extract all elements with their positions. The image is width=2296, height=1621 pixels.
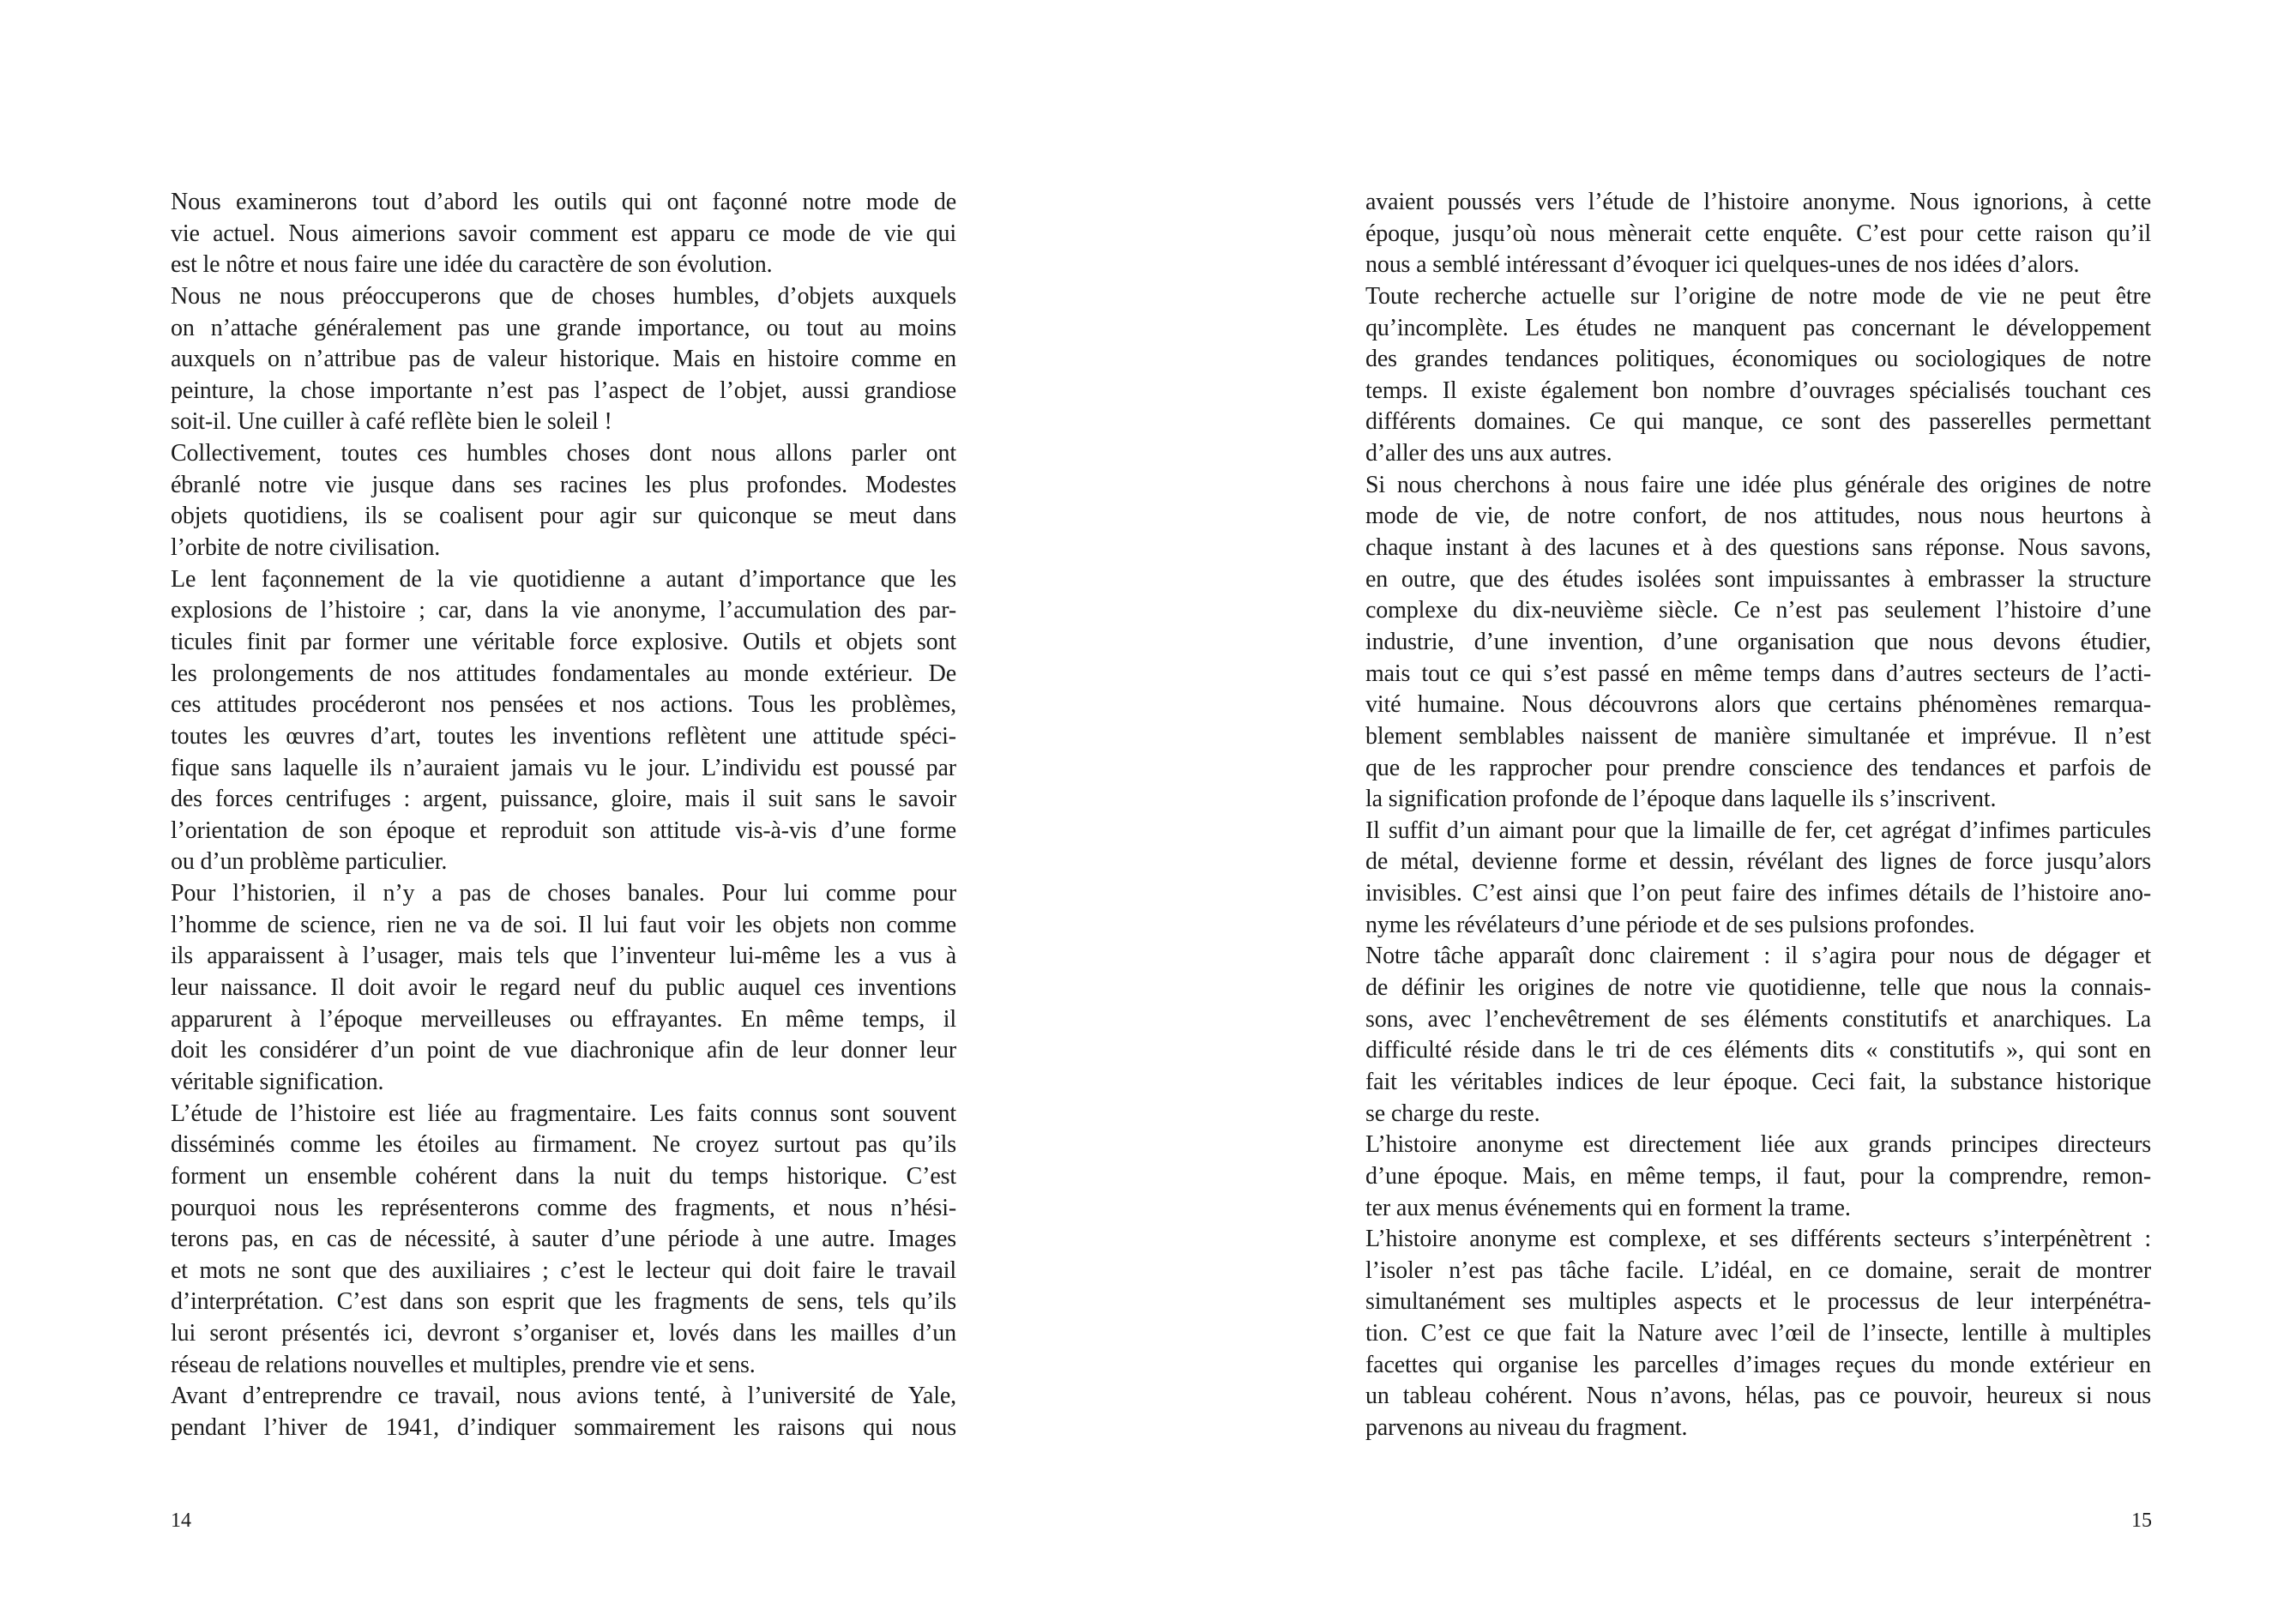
right-text-column	[1365, 187, 2151, 1444]
text-line: toutes les œuvres d’art, toutes les inventions reflètent une attitude spéci-	[171, 722, 956, 750]
paragraph	[171, 187, 956, 281]
text-line: de définir les origines de notre vie quotidienne, telle que nous la connais-	[1365, 974, 2151, 1002]
text-line: facettes qui organise les parcelles d’images reçues du monde extérieur en	[1365, 1351, 2151, 1378]
text-line: apparurent à l’époque merveilleuses ou effrayantes. En même temps, il	[171, 1005, 956, 1033]
text-line: pourquoi nous les représenterons comme des fragments, et nous n’hési-	[171, 1194, 956, 1221]
page-number-left: 14	[171, 1510, 191, 1532]
paragraph	[1365, 1224, 2151, 1443]
text-line: blement semblables naissent de manière simultanée et imprévue. Il n’est	[1365, 722, 2151, 750]
text-line: d’une époque. Mais, en même temps, il faut, pour la comprendre, remon-	[1365, 1162, 2151, 1190]
text-line: ticules finit par former une véritable force explosive. Outils et objets sont	[171, 628, 956, 655]
text-line: invisibles. C’est ainsi que l’on peut faire des infimes détails de l’histoire ano-	[1365, 880, 2151, 907]
text-line: nous a semblé intéressant d’évoquer ici quelques-unes de nos idées d’alors.	[1365, 251, 2080, 279]
text-line: objets quotidiens, ils se coalisent pour agir sur quiconque se meut dans	[171, 503, 956, 530]
text-line: est le nôtre et nous faire une idée du caractère de son évolution.	[171, 251, 773, 279]
text-line: différents domaines. Ce qui manque, ce sont des passerelles permettant	[1365, 408, 2151, 436]
text-line: vité humaine. Nous découvrons alors que certains phénomènes remarqua-	[1365, 691, 2151, 719]
text-line: ils apparaissent à l’usager, mais tels que l’inventeur lui-même les a vus à	[171, 943, 956, 970]
text-line: chaque instant à des lacunes et à des questions sans réponse. Nous savons,	[1365, 534, 2151, 562]
text-line: fique sans laquelle ils n’auraient jamais vu le jour. L’individu est poussé par	[171, 754, 956, 781]
text-line: leur naissance. Il doit avoir le regard neuf du public auquel ces inventions	[171, 974, 956, 1002]
text-line: forment un ensemble cohérent dans la nuit du temps historique. C’est	[171, 1162, 956, 1190]
text-line: L’histoire anonyme est directement liée aux grands principes directeurs	[1365, 1131, 2151, 1159]
text-line: qu’incomplète. Les études ne manquent pas concernant le développement	[1365, 314, 2151, 341]
text-line: Collectivement, toutes ces humbles choses dont nous allons parler ont	[171, 440, 956, 467]
paragraph	[171, 1099, 956, 1382]
paragraph	[171, 564, 956, 878]
text-line: industrie, d’une invention, d’une organisation que nous devons étudier,	[1365, 628, 2151, 655]
text-line: ces attitudes procéderont nos pensées et nos actions. Tous les problèmes,	[171, 691, 956, 719]
text-line: disséminés comme les étoiles au firmament. Ne croyez surtout pas qu’ils	[171, 1131, 956, 1159]
text-line: soit-il. Une cuiller à café reflète bien le soleil !	[171, 408, 612, 436]
text-line: Si nous cherchons à nous faire une idée plus générale des origines de notre	[1365, 471, 2151, 498]
text-line: complexe du dix-neuvième siècle. Ce n’est pas seulement l’histoire d’une	[1365, 597, 2151, 624]
text-line: de métal, devienne forme et dessin, révélant des lignes de force jusqu’alors	[1365, 848, 2151, 876]
text-line: Nous examinerons tout d’abord les outils qui ont façonné notre mode de	[171, 189, 956, 215]
text-line: nyme les révélateurs d’une période et de ses pulsions profondes.	[1365, 911, 1975, 938]
text-line: Le lent façonnement de la vie quotidienne a autant d’importance que les	[171, 565, 956, 593]
text-line: sons, avec l’enchevêtrement de ses éléments constitutifs et anarchiques. La	[1365, 1005, 2151, 1033]
text-line: l’orientation de son époque et reproduit son attitude vis-à-vis d’une forme	[171, 817, 956, 844]
text-line: on n’attache généralement pas une grande importance, ou tout au moins	[171, 314, 956, 341]
paragraph	[1365, 470, 2151, 816]
paragraph	[1365, 941, 2151, 1130]
text-line: difficulté réside dans le tri de ces éléments dits « constitutifs », qui sont en	[1365, 1037, 2151, 1064]
text-line: se charge du reste.	[1365, 1100, 1540, 1127]
text-line: L’histoire anonyme est complexe, et ses différents secteurs s’interpénètrent :	[1365, 1226, 2151, 1253]
text-line: les prolongements de nos attitudes fondamentales au monde extérieur. De	[171, 660, 956, 687]
text-line: auxquels on n’attribue pas de valeur historique. Mais en histoire comme en	[171, 346, 956, 373]
text-line: fait les véritables indices de leur époque. Ceci fait, la substance historique	[1365, 1068, 2151, 1095]
paragraph	[1365, 1130, 2151, 1224]
paragraph	[171, 878, 956, 1098]
text-line: véritable signification.	[171, 1068, 384, 1095]
text-line: peinture, la chose importante n’est pas l’aspect de l’objet, aussi grandiose	[171, 377, 956, 404]
text-line: Il suffit d’un aimant pour que la limaille de fer, cet agrégat d’infimes particules	[1365, 817, 2151, 844]
left-text-column	[171, 187, 956, 1444]
text-line: en outre, que des études isolées sont impuissantes à embrasser la structure	[1365, 565, 2151, 593]
paragraph	[171, 281, 956, 438]
text-line: Avant d’entreprendre ce travail, nous avions tenté, à l’université de Yale,	[171, 1383, 956, 1410]
text-line: ou d’un problème particulier.	[171, 848, 448, 876]
text-line: d’aller des uns aux autres.	[1365, 440, 1612, 467]
paragraph	[171, 438, 956, 564]
text-line: l’homme de science, rien ne va de soi. Il lui faut voir les objets non comme	[171, 911, 956, 938]
text-line: Toute recherche actuelle sur l’origine de notre mode de vie ne peut être	[1365, 282, 2151, 310]
paragraph	[1365, 187, 2151, 281]
text-line: lui seront présentés ici, devront s’organiser et, lovés dans les mailles d’un	[171, 1320, 956, 1347]
text-line: explosions de l’histoire ; car, dans la vie anonyme, l’accumulation des par-	[171, 597, 956, 624]
text-line: temps. Il existe également bon nombre d’ouvrages spécialisés touchant ces	[1365, 377, 2151, 404]
text-line: époque, jusqu’où nous mènerait cette enquête. C’est pour cette raison qu’il	[1365, 220, 2151, 247]
text-line: avaient poussés vers l’étude de l’histoire anonyme. Nous ignorions, à cette	[1365, 189, 2151, 215]
text-line: simultanément ses multiples aspects et le processus de leur interpénétra-	[1365, 1288, 2151, 1316]
text-line: doit les considérer d’un point de vue diachronique afin de leur donner leur	[171, 1037, 956, 1064]
text-line: un tableau cohérent. Nous n’avons, hélas, pas ce pouvoir, heureux si nous	[1365, 1383, 2151, 1410]
paragraph	[1365, 281, 2151, 470]
text-line: L’étude de l’histoire est liée au fragmentaire. Les faits connus sont souvent	[171, 1100, 956, 1127]
text-line: ter aux menus événements qui en forment la trame.	[1365, 1194, 1851, 1221]
text-line: l’orbite de notre civilisation.	[171, 534, 441, 562]
text-line: ébranlé notre vie jusque dans ses racines les plus profondes. Modestes	[171, 471, 956, 498]
text-line: réseau de relations nouvelles et multiples, prendre vie et sens.	[171, 1351, 756, 1378]
text-line: et mots ne sont que des auxiliaires ; c’est le lecteur qui doit faire le travail	[171, 1256, 956, 1284]
text-line: terons pas, en cas de nécessité, à sauter d’une période à une autre. Images	[171, 1226, 956, 1253]
text-line: que de les rapprocher pour prendre conscience des tendances et parfois de	[1365, 754, 2151, 781]
text-line: pendant l’hiver de 1941, d’indiquer sommairement les raisons qui nous	[171, 1413, 956, 1441]
paragraph	[1365, 816, 2151, 942]
text-line: Nous ne nous préoccuperons que de choses humbles, d’objets auxquels	[171, 282, 956, 310]
text-line: des forces centrifuges : argent, puissance, gloire, mais il suit sans le savoir	[171, 786, 956, 813]
text-line: des grandes tendances politiques, économiques ou sociologiques de notre	[1365, 346, 2151, 373]
paragraph	[171, 1381, 956, 1443]
text-line: la signification profonde de l’époque dans laquelle ils s’inscrivent.	[1365, 786, 1997, 813]
text-line: Notre tâche apparaît donc clairement : il s’agira pour nous de dégager et	[1365, 943, 2151, 970]
text-line: d’interprétation. C’est dans son esprit que les fragments de sens, tels qu’ils	[171, 1288, 956, 1316]
text-line: tion. C’est ce que fait la Nature avec l’œil de l’insecte, lentille à multiples	[1365, 1320, 2151, 1347]
text-line: l’isoler n’est pas tâche facile. L’idéal, en ce domaine, serait de montrer	[1365, 1256, 2151, 1284]
text-line: mode de vie, de notre confort, de nos attitudes, nous nous heurtons à	[1365, 503, 2151, 530]
page-number-right: 15	[2131, 1510, 2152, 1532]
text-line: parvenons au niveau du fragment.	[1365, 1413, 1688, 1441]
text-line: mais tout ce qui s’est passé en même temps dans d’autres secteurs de l’acti-	[1365, 660, 2151, 687]
text-line: Pour l’historien, il n’y a pas de choses banales. Pour lui comme pour	[171, 880, 956, 907]
text-line: vie actuel. Nous aimerions savoir comment est apparu ce mode de vie qui	[171, 220, 956, 247]
